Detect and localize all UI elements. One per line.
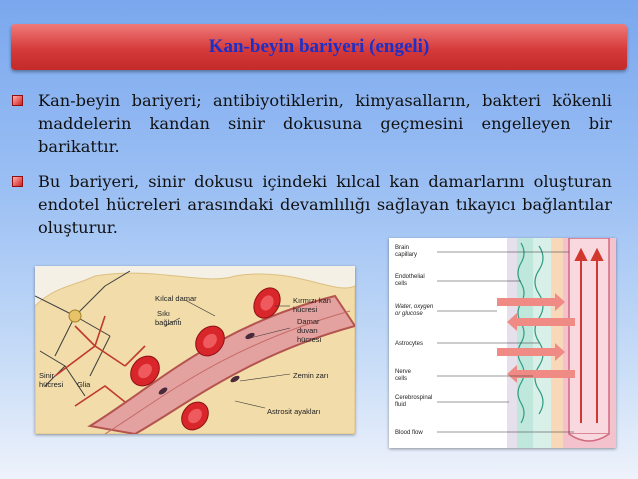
label-siki-baglanti: bağlantı (155, 318, 182, 327)
bullet-item (12, 89, 612, 158)
label-damar-duvari: duvarı (297, 326, 318, 335)
label-sinir-hucresi: hücresi (39, 380, 64, 389)
label-kilcal-damar: Kılcal damar (155, 294, 197, 303)
barrier-diagram (389, 238, 616, 448)
label-water-oxygen: Water, oxygen (395, 304, 434, 310)
label-brain: Brain (395, 245, 410, 251)
bullet-text: Kan-beyin bariyeri; antibiyotiklerin, kimyasalların, bakteri kökenli maddelerin kandan sinir dokusuna geçmesini engelleyen bir barikattır. (38, 91, 612, 156)
label-astrosit: Astrosit ayakları (267, 407, 321, 416)
label-blood-flow: Blood flow (395, 430, 423, 436)
label-kirmizi-kan: Kırmızı kan (293, 296, 331, 305)
title-bar (11, 24, 627, 70)
capillary-illustration (35, 266, 355, 434)
label-fluid: fluid (395, 402, 407, 408)
label-nerve: Nerve (395, 369, 412, 375)
label-siki: Sıkı (157, 309, 170, 318)
label-nerve-cells: cells (395, 376, 408, 382)
bullet-text: Bu bariyeri, sinir dokusu içindeki kılcal kan damarlarını oluşturan endotel hücreleri arasındaki devamlılığı sağlayan tıkayıcı bağlantılar oluşturur. (38, 172, 612, 237)
label-glia: Glia (77, 380, 91, 389)
bullet-item (12, 170, 612, 239)
label-kirmizi-hucresi: hücresi (293, 305, 318, 314)
capillary-drawing (35, 266, 355, 434)
label-damar: Damar (297, 317, 320, 326)
bullet-square-icon (12, 176, 23, 187)
label-endothelial: Endothelial (395, 274, 425, 280)
label-or-glucose: or glucose (395, 311, 423, 317)
label-sinir: Sinir (39, 371, 55, 380)
barrier-drawing (389, 238, 616, 448)
label-cerebrospinal: Cerebrospinal (395, 395, 433, 401)
slide-title: Kan-beyin bariyeri (engeli) (208, 36, 430, 57)
label-astrocytes: Astrocytes (395, 341, 424, 347)
label-zemin-zari: Zemin zarı (293, 371, 329, 380)
bullet-square-icon (12, 95, 23, 106)
label-brain-capillary: capillary (395, 252, 418, 258)
label-endothelial-cells: cells (395, 281, 408, 287)
label-damar-hucresi: hücresi (297, 335, 322, 344)
